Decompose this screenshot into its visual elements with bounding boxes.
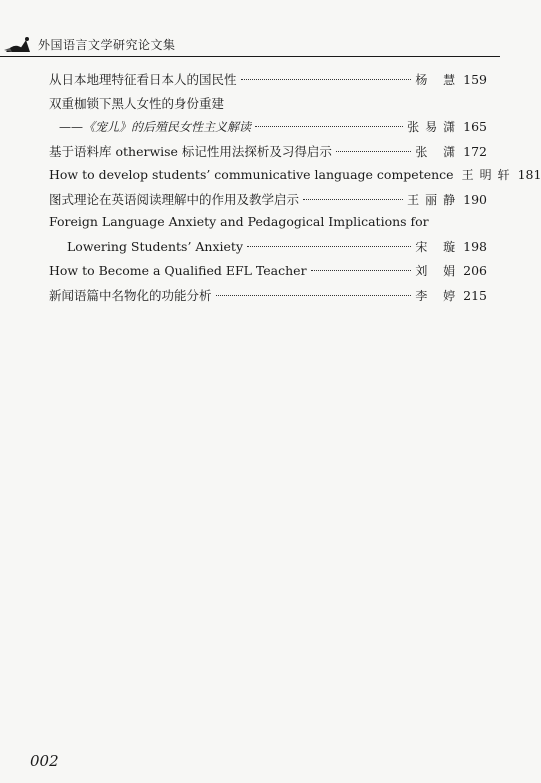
entry-page: 215: [463, 288, 487, 303]
toc-entry: [49, 262, 487, 286]
entry-author: 王明轩: [461, 168, 516, 182]
entry-title: 图式理论在英语阅读理解中的作用及教学启示: [49, 192, 300, 207]
entry-author: 李 婷: [415, 289, 462, 303]
toc-entry: [49, 94, 487, 118]
toc-entry: [49, 142, 487, 166]
toc-entry-subtitle: [49, 118, 487, 142]
entry-title: 新闻语篇中名物化的功能分析: [49, 288, 212, 303]
book-logo-icon: [4, 34, 36, 56]
dot-leader: [336, 151, 411, 152]
entry-page: 206: [463, 263, 487, 278]
book-title: 外国语言文学研究论文集: [38, 38, 176, 52]
dot-leader: [247, 246, 411, 247]
toc-entry-continuation: [49, 238, 487, 262]
entry-title: How to develop students’ communicative language competence: [49, 167, 454, 182]
dot-leader: [303, 199, 403, 200]
page-number: 002: [30, 752, 59, 770]
entry-title: Foreign Language Anxiety and Pedagogical Implications for: [49, 214, 429, 229]
entry-title: 双重枷锁下黑人女性的身份重建: [49, 96, 225, 111]
dot-leader: [255, 126, 403, 127]
dot-leader: [311, 270, 412, 271]
entry-author: 张 潇: [415, 145, 462, 159]
entry-author: 杨 慧: [415, 73, 462, 87]
table-of-contents: [49, 70, 541, 310]
entry-page: 172: [463, 144, 487, 159]
entry-title: 基于语料库 otherwise 标记性用法探析及习得启示: [49, 144, 332, 159]
entry-page: 181: [517, 167, 541, 182]
dot-leader: [241, 79, 412, 80]
entry-author: 王丽静: [407, 193, 462, 207]
dot-leader: [216, 295, 412, 296]
toc-entry: [49, 190, 487, 214]
entry-author: 刘 娟: [415, 264, 462, 278]
entry-author: 宋 璇: [415, 240, 462, 254]
header-rule: [0, 56, 500, 57]
toc-entry: [49, 214, 487, 238]
entry-page: 159: [463, 72, 487, 87]
entry-author: 张易潇: [407, 120, 462, 134]
entry-page: 165: [463, 119, 487, 134]
toc-entry: [49, 70, 487, 94]
entry-title: 从日本地理特征看日本人的国民性: [49, 72, 237, 87]
entry-subtitle: ——《宠儿》的后殖民女性主义解读: [59, 120, 252, 134]
toc-entry: [49, 166, 541, 190]
entry-title: How to Become a Qualified EFL Teacher: [49, 263, 307, 278]
running-header: [0, 34, 500, 58]
entry-title: Lowering Students’ Anxiety: [67, 239, 244, 254]
entry-page: 190: [463, 192, 487, 207]
entry-page: 198: [463, 239, 487, 254]
toc-entry: [49, 286, 487, 310]
